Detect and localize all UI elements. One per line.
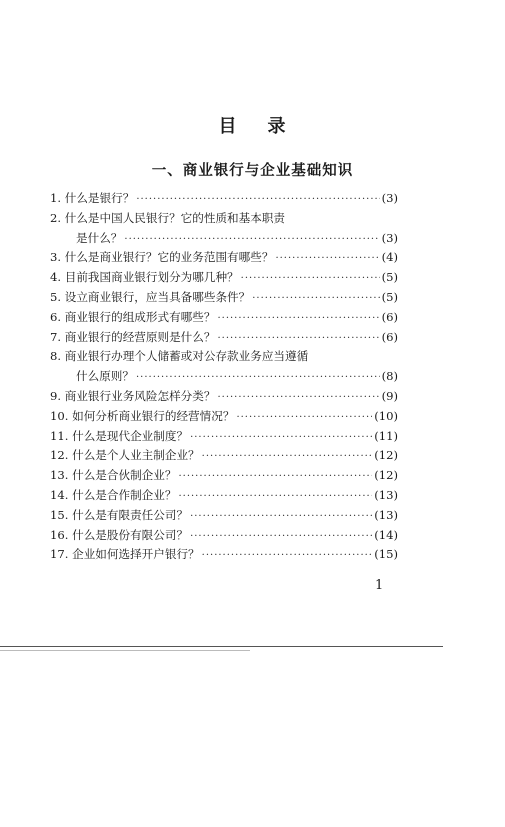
toc-entry-page: (5) xyxy=(381,270,398,285)
toc-entry-text: 16. 什么是股份有限公司？ xyxy=(50,527,189,542)
toc-entry xyxy=(50,348,398,368)
table-of-contents xyxy=(50,190,398,566)
toc-entry xyxy=(50,190,398,210)
leader-dots xyxy=(275,253,379,264)
toc-entry-page: (6) xyxy=(381,329,398,344)
toc-entry-text: 3. 什么是商业银行？它的业务范围有哪些？ xyxy=(50,250,274,265)
toc-entry-page: (3) xyxy=(381,230,398,245)
toc-entry xyxy=(50,289,398,309)
leader-dots xyxy=(190,531,372,542)
toc-entry-text: 1. 什么是银行？ xyxy=(50,191,135,205)
toc-entry xyxy=(50,269,398,289)
toc-entry-text: 2. 什么是中国人民银行？它的性质和基本职责 xyxy=(50,210,286,225)
leader-dots xyxy=(124,234,379,245)
toc-entry-page: (11) xyxy=(374,428,398,443)
leader-dots xyxy=(202,550,373,561)
toc-entry xyxy=(50,329,398,349)
toc-entry-page: (10) xyxy=(374,408,398,423)
toc-entry-continuation xyxy=(50,230,398,250)
toc-entry-text: 5. 设立商业银行，应当具备哪些条件？ xyxy=(50,289,251,304)
toc-entry-text: 9. 商业银行业务风险怎样分类？ xyxy=(50,388,216,403)
toc-entry xyxy=(50,447,398,467)
toc-entry-page: (13) xyxy=(374,487,398,502)
leader-dots xyxy=(217,392,379,403)
toc-entry-page: (3) xyxy=(381,191,398,205)
toc-entry-page: (4) xyxy=(381,250,398,265)
toc-entry-text: 11. 什么是现代企业制度？ xyxy=(50,428,189,443)
toc-entry xyxy=(50,467,398,487)
page-number: 1 xyxy=(375,578,384,593)
leader-dots xyxy=(178,491,372,502)
toc-entry xyxy=(50,210,398,230)
toc-entry xyxy=(50,546,398,566)
toc-entry-page: (5) xyxy=(381,289,398,304)
toc-entry-text: 6. 商业银行的组成形式有哪些？ xyxy=(50,309,216,324)
toc-entry-page: (15) xyxy=(374,547,398,562)
leader-dots xyxy=(202,451,373,462)
toc-entry xyxy=(50,309,398,329)
page-title xyxy=(0,112,505,138)
toc-entry xyxy=(50,408,398,428)
title-char-right: 录 xyxy=(267,116,287,137)
toc-entry xyxy=(50,388,398,408)
toc-entry-text: 10. 如何分析商业银行的经营情况？ xyxy=(50,408,235,423)
toc-entry-continuation xyxy=(50,368,398,388)
toc-entry xyxy=(50,507,398,527)
toc-entry-text: 14. 什么是合作制企业？ xyxy=(50,487,177,502)
toc-entry xyxy=(50,527,398,547)
leader-dots xyxy=(217,313,379,324)
leader-dots xyxy=(136,372,380,383)
toc-entry-page: (9) xyxy=(381,388,398,403)
toc-entry-page: (6) xyxy=(381,309,398,324)
toc-entry-page: (8) xyxy=(381,369,398,384)
leader-dots xyxy=(190,511,372,522)
title-char-left: 目 xyxy=(218,116,238,137)
toc-entry-page: (14) xyxy=(374,527,398,542)
toc-entry-text: 17. 企业如何选择开户银行？ xyxy=(50,547,200,562)
toc-entry-page: (12) xyxy=(374,448,398,463)
bottom-rule xyxy=(0,646,443,647)
toc-entry-page: (13) xyxy=(374,507,398,522)
toc-entry-text: 13. 什么是合伙制企业？ xyxy=(50,468,177,483)
toc-entry-text: 是什么？ xyxy=(76,230,123,245)
leader-dots xyxy=(178,471,372,482)
toc-entry xyxy=(50,428,398,448)
toc-entry-text: 15. 什么是有限责任公司？ xyxy=(50,507,189,522)
toc-entry-text: 4. 目前我国商业银行划分为哪几种？ xyxy=(50,270,239,285)
toc-entry xyxy=(50,487,398,507)
leader-dots xyxy=(252,293,379,304)
toc-entry-text: 7. 商业银行的经营原则是什么？ xyxy=(50,329,216,344)
toc-entry-page: (12) xyxy=(374,468,398,483)
toc-entry xyxy=(50,249,398,269)
toc-entry-text: 什么原则？ xyxy=(76,369,134,384)
leader-dots xyxy=(190,432,372,443)
section-heading: 一、商业银行与企业基础知识 xyxy=(151,162,354,179)
leader-dots xyxy=(241,273,380,284)
leader-dots xyxy=(136,194,379,205)
toc-entry-text: 12. 什么是个人业主制企业？ xyxy=(50,448,200,463)
bottom-rule-faint xyxy=(0,650,250,651)
toc-entry-text: 8. 商业银行办理个人储蓄或对公存款业务应当遵循 xyxy=(50,349,309,364)
leader-dots xyxy=(236,412,372,423)
leader-dots xyxy=(217,333,379,344)
